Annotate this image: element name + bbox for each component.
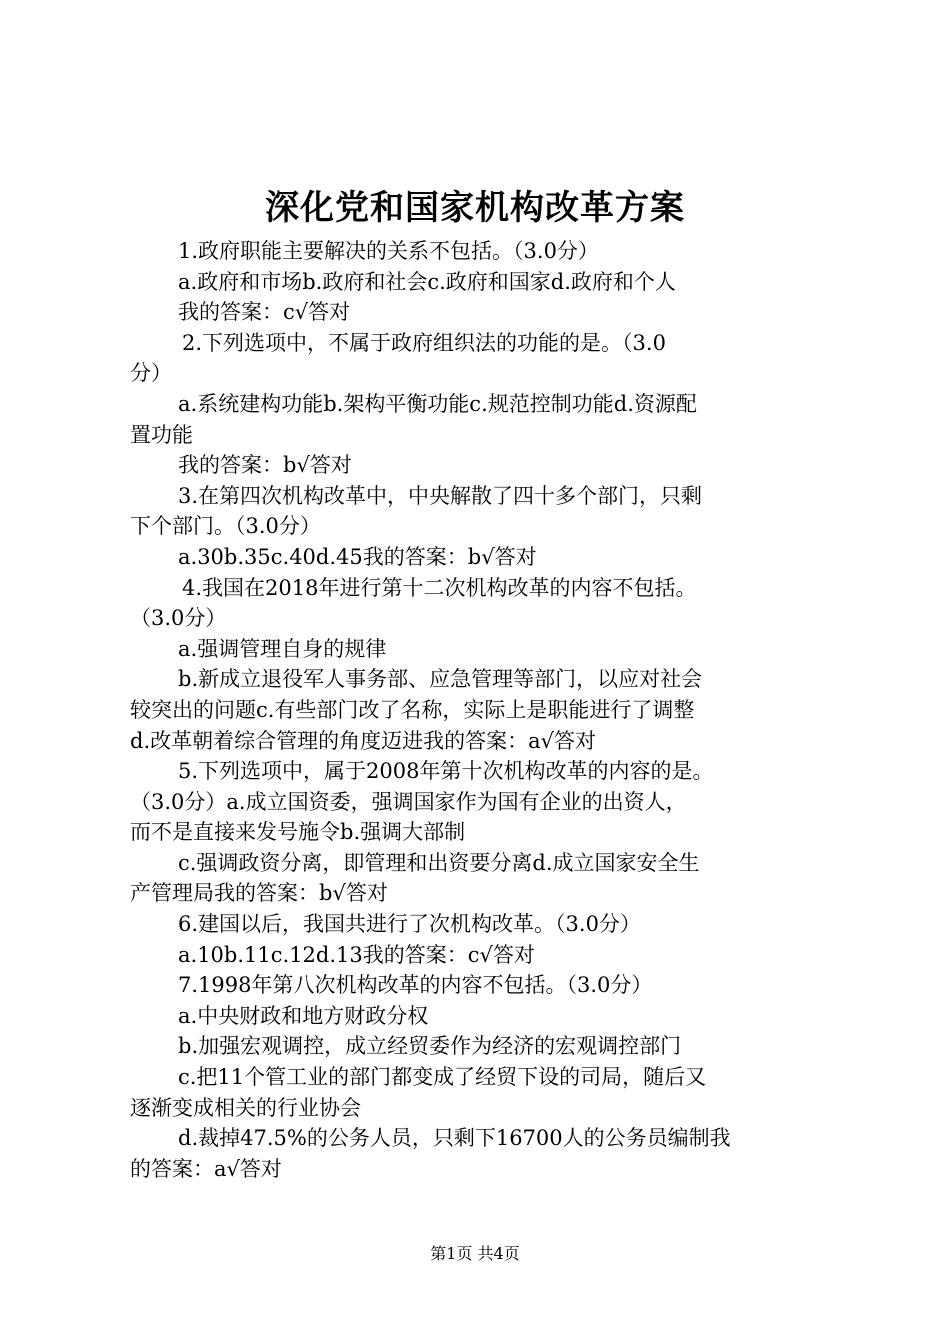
text-line: 产管理局我的答案：b√答对 [130, 881, 388, 906]
text-line: 5.下列选项中，属于2008年第十次机构改革的内容的是。 [178, 759, 714, 784]
text-line: （3.0分） [130, 606, 227, 631]
text-line: 下个部门。（3.0分） [130, 514, 321, 539]
text-line: 2.下列选项中，不属于政府组织法的功能的是。（3.0 [182, 330, 666, 355]
text-line: 而不是直接来发号施令b.强调大部制 [130, 820, 466, 845]
page-footer: 第1页 共4页 [430, 1244, 520, 1263]
text-line: c.强调政资分离，即管理和出资要分离d.成立国家安全生 [178, 850, 700, 875]
text-line: （3.0分）a.成立国资委，强调国家作为国有企业的出资人， [130, 789, 687, 814]
text-line: 置功能 [130, 422, 193, 447]
text-line: 逐渐变成相关的行业协会 [130, 1095, 361, 1120]
document-body [130, 236, 832, 1184]
text-line: c.把11个管工业的部门都变成了经贸下设的司局，随后又 [178, 1065, 707, 1090]
text-line: d.裁掉47.5%的公务人员，只剩下16700人的公务员编制我 [178, 1126, 731, 1151]
text-line: a.10b.11c.12d.13我的答案：c√答对 [178, 942, 535, 967]
text-line: 的答案：a√答对 [130, 1156, 282, 1181]
text-line: 分） [130, 361, 172, 386]
text-line: a.强调管理自身的规律 [178, 636, 387, 661]
text-line: a.中央财政和地方财政分权 [178, 1003, 429, 1028]
text-line: b.加强宏观调控，成立经贸委作为经济的宏观调控部门 [178, 1034, 682, 1059]
text-line: a.系统建构功能b.架构平衡功能c.规范控制功能d.资源配 [178, 391, 697, 416]
text-line: b.新成立退役军人事务部、应急管理等部门，以应对社会 [178, 667, 703, 692]
text-line: 较突出的问题c.有些部门改了名称，实际上是职能进行了调整 [130, 697, 695, 722]
document-title: 深化党和国家机构改革方案 [265, 188, 685, 228]
text-line: 3.在第四次机构改革中，中央解散了四十多个部门，只剩 [178, 483, 703, 508]
text-line: 4.我国在2018年进行第十二次机构改革的内容不包括。 [182, 575, 697, 600]
text-line: d.改革朝着综合管理的角度迈进我的答案：a√答对 [130, 728, 597, 753]
text-line: 6.建国以后，我国共进行了次机构改革。（3.0分） [178, 912, 641, 937]
text-line: a.30b.35c.40d.45我的答案：b√答对 [178, 544, 537, 569]
text-line: a.政府和市场b.政府和社会c.政府和国家d.政府和个人 [178, 269, 676, 294]
text-line: 我的答案：b√答对 [178, 453, 352, 478]
text-line: 我的答案：c√答对 [178, 300, 351, 325]
text-line: 7.1998年第八次机构改革的内容不包括。（3.0分） [178, 973, 653, 998]
text-line: 1.政府职能主要解决的关系不包括。（3.0分） [178, 239, 599, 263]
